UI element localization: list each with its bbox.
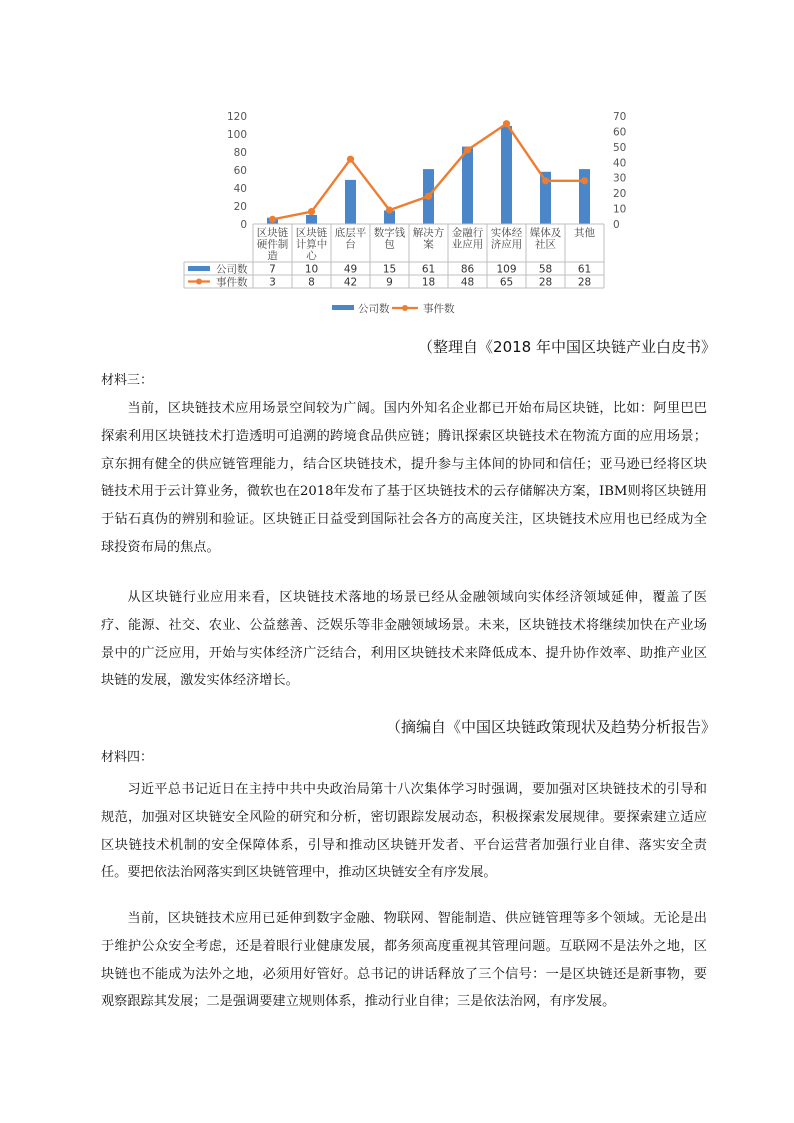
- table-value-companies: 86: [460, 263, 475, 276]
- category-label: 其他: [574, 227, 595, 239]
- category-label: 心: [306, 250, 317, 262]
- table-key-marker: [196, 279, 202, 285]
- left-axis-tick-label: 80: [233, 147, 247, 159]
- category-label: 台: [345, 238, 356, 251]
- table-value-events: 42: [343, 276, 358, 289]
- left-axis-tick-label: 20: [233, 201, 247, 213]
- left-axis-tick-label: 60: [233, 165, 247, 177]
- event-point-3: [347, 156, 354, 163]
- table-value-companies: 15: [382, 263, 397, 276]
- category-label: 造: [267, 250, 278, 262]
- table-key-bar: [188, 266, 210, 271]
- table-value-events: 48: [460, 276, 475, 289]
- blockchain-chart: [160, 100, 632, 318]
- right-axis-tick-label: 0: [613, 219, 620, 231]
- category-label: 实体经: [490, 227, 523, 239]
- table-value-events: 28: [538, 276, 553, 289]
- right-axis-tick-label: 50: [613, 141, 627, 154]
- section-title-material-3: 材料三：: [101, 373, 154, 388]
- category-label: 解决方: [412, 227, 445, 239]
- material-3-paragraph-1: 当前，区块链技术应用场景空间较为广阔。国内外知名企业都已开始布局区块链，比如：阿里巴巴探索利用区块链技术打造透明可追溯的跨境食品供应链；腾讯探索区块链技术在物流方面的应用场景；京东拥有健全的供应链管理能力，结合区块链技术，提升参与主体间的协同和信任；亚马逊已经将区块链技术用于云计算业务，微软也在2018年发布了基于区块链技术的云存储解决方案，IBM则将区块链用于钻石真伪的辨别和验证。区块链正日益受到国际社会各方的高度关注，区块链技术应用也已经成为全球投资布局的焦点。: [101, 401, 707, 555]
- right-axis-tick-label: 10: [613, 203, 627, 216]
- left-axis-tick-label: 40: [233, 183, 247, 195]
- source-citation-report: （摘编自《中国区块链政策现状及趋势分析报告》: [385, 718, 716, 736]
- bar-7: [501, 126, 512, 224]
- table-value-companies: 61: [421, 263, 436, 276]
- source-citation-whitepaper: （整理自《2018 年中国区块链产业白皮书》: [418, 338, 716, 356]
- table-value-events: 18: [421, 276, 436, 289]
- left-axis-tick-label: 120: [226, 111, 247, 123]
- material-4-paragraph-1: 习近平总书记近日在主持中共中央政治局第十八次集体学习时强调，要加强对区块链技术的引导和规范，加强对区块链安全风险的研究和分析，密切跟踪发展动态，积极探索发展规律。要探索建立适应区块链技术机制的安全保障体系，引导和推动区块链开发者、平台运营者加强行业自律、落实安全责任。要把依法治网落实到区块链管理中，推动区块链安全有序发展。: [101, 782, 707, 881]
- event-point-4: [386, 207, 393, 214]
- event-point-6: [464, 146, 471, 153]
- event-point-2: [308, 208, 315, 215]
- category-label: 硬件制: [256, 238, 289, 251]
- right-axis-tick-label: 30: [613, 172, 627, 185]
- table-value-companies: 61: [577, 263, 592, 276]
- category-label: 金融行: [451, 227, 484, 239]
- left-axis-tick-label: 0: [240, 219, 247, 231]
- legend-label-events: 事件数: [423, 303, 455, 315]
- material-4-paragraph-2: 当前，区块链技术应用已延伸到数字金融、物联网、智能制造、供应链管理等多个领域。无论是出于维护公众安全考虑，还是着眼行业健康发展，都务须高度重视其管理问题。互联网不是法外之地，区块链也不能成为法外之地，必须用好管好。总书记的讲话释放了三个信号：一是区块链还是新事物，要观察跟踪其发展；二是强调要建立规则体系，推动行业自律；三是依法治网，有序发展。: [101, 911, 707, 1010]
- event-point-8: [542, 177, 549, 184]
- table-value-companies: 49: [343, 263, 358, 276]
- event-point-5: [425, 193, 432, 200]
- category-label: 媒体及: [529, 227, 562, 239]
- bar-3: [345, 180, 356, 224]
- category-label: 案: [423, 238, 434, 251]
- category-label: 区块链: [295, 227, 328, 239]
- table-row-label-events: 事件数: [216, 276, 248, 289]
- right-axis-tick-label: 20: [613, 188, 627, 201]
- table-value-companies: 7: [269, 263, 276, 276]
- legend-label-companies: 公司数: [358, 303, 390, 315]
- event-point-1: [269, 216, 276, 223]
- right-axis-tick-label: 60: [613, 126, 627, 139]
- event-point-7: [503, 120, 510, 127]
- right-axis-tick-label: 40: [613, 157, 627, 170]
- material-3-paragraph-2: 从区块链行业应用来看，区块链技术落地的场景已经从金融领域向实体经济领域延伸，覆盖了医疗、能源、社交、农业、公益慈善、泛娱乐等非金融领域场景。未来，区块链技术将继续加快在产业场景中的广泛应用，开始与实体经济广泛结合，利用区块链技术来降低成本、提升协作效率、助推产业区块链的发展，激发实体经济增长。: [101, 590, 707, 689]
- category-label: 社区: [535, 238, 556, 251]
- table-value-events: 9: [386, 276, 393, 289]
- event-point-9: [581, 177, 588, 184]
- table-value-events: 28: [577, 276, 592, 289]
- table-value-companies: 109: [496, 263, 517, 276]
- table-value-events: 8: [308, 276, 315, 289]
- category-label: 济应用: [490, 238, 523, 251]
- table-value-companies: 58: [538, 263, 553, 276]
- category-label: 包: [384, 238, 395, 251]
- table-value-companies: 10: [304, 263, 319, 276]
- legend-key-marker: [402, 305, 408, 311]
- right-axis-tick-label: 70: [613, 111, 627, 123]
- legend-key-bar: [332, 305, 354, 310]
- category-label: 底层平: [334, 227, 367, 239]
- category-label: 数字钱: [373, 227, 406, 239]
- bar-2: [306, 215, 317, 224]
- section-title-material-4: 材料四：: [101, 750, 154, 765]
- category-label: 区块链: [256, 227, 289, 239]
- table-value-events: 3: [269, 276, 276, 289]
- category-label: 计算中: [295, 238, 328, 251]
- bar-6: [462, 147, 473, 224]
- table-row-label-companies: 公司数: [216, 263, 248, 276]
- left-axis-tick-label: 100: [226, 129, 247, 141]
- table-value-events: 65: [499, 276, 514, 289]
- category-label: 业应用: [451, 238, 484, 251]
